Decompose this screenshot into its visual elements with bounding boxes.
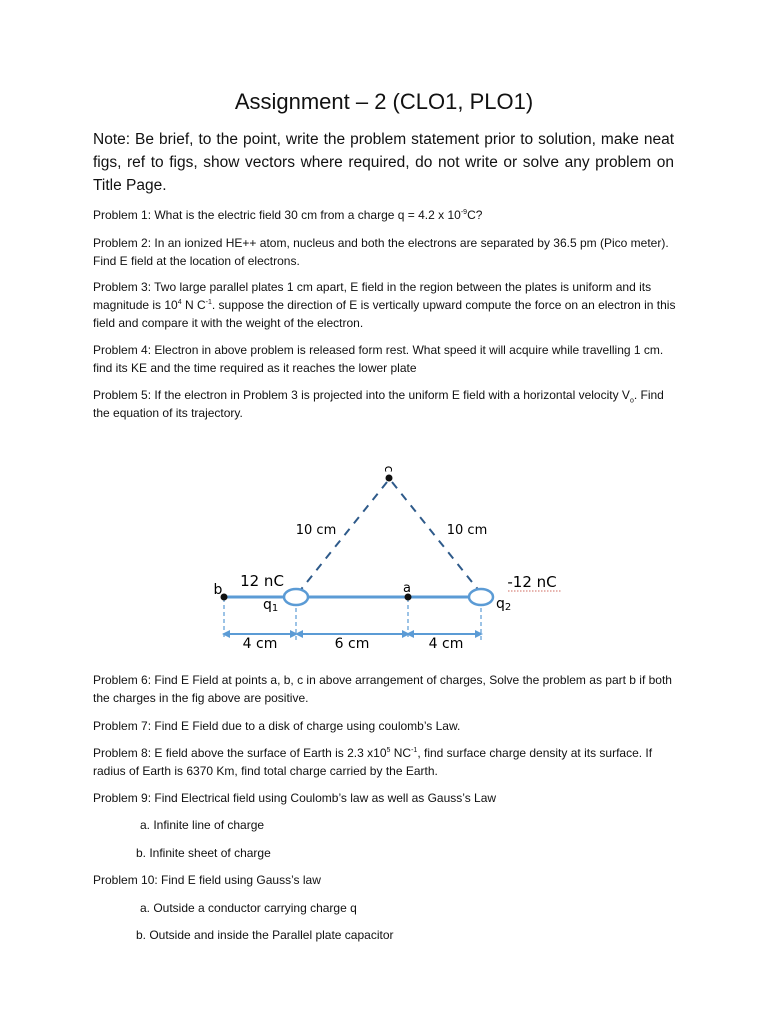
- problem-1: Problem 1: What is the electric field 30 cm from a charge q = 4.2 x $10^{-9}C$?: [93, 208, 483, 222]
- problem-10b: b. Outside and inside the Parallel plate capacitor: [136, 928, 394, 942]
- dim-middle-label: 6 cm: [334, 636, 370, 652]
- note-paragraph: Note: Be brief, to the point, write the problem statement prior to solution, make neat figs, ref to figs, show vectors where required, do not write or solve any problem on Title Page.: [93, 131, 674, 194]
- problem-10a: a. Outside a conductor carrying charge q: [140, 901, 357, 915]
- q1-charge-label: 12 nC: [240, 572, 284, 590]
- page-title: Assignment – 2 (CLO1, PLO1): [234, 89, 534, 114]
- point-c-label: c: [382, 465, 396, 473]
- charges-figure: [200, 455, 580, 665]
- problem-10: Problem 10: Find E field using Gauss’s law: [93, 873, 321, 887]
- problem-5: Problem 5: If the electron in Problem 3 is projected into the uniform E field with a horizontal velocity $V_o$. Find the equation of its trajectory.: [93, 388, 664, 420]
- point-c-dot: [386, 475, 393, 482]
- dim-left-label: 4 cm: [242, 636, 278, 652]
- problem-3: Problem 3: Two large parallel plates 1 cm apart, E field in the region between the plates is uniform and its magnitude is $10^4$ N $C^{-1}$. suppose the direction of E is vertically upward compute the force on an electron in this field and compare it with the weight of the electron.: [93, 280, 676, 330]
- point-a-label: a: [403, 581, 411, 596]
- problem-4: Problem 4: Electron in above problem is released form rest. What speed it will acquire while travelling 1 cm. find its KE and the time required as it reaches the lower plate: [93, 343, 664, 375]
- left-side-label: 10 cm: [295, 523, 337, 538]
- q2-name-label: q2: [496, 596, 512, 613]
- right-side-label: 10 cm: [446, 523, 488, 538]
- problem-6: Problem 6: Find E Field at points a, b, c in above arrangement of charges, Solve the problem as part b if both the charges in the fig above are positive.: [93, 673, 672, 705]
- dim-right-label: 4 cm: [428, 636, 464, 652]
- point-b-label: b: [213, 582, 223, 598]
- problem-7: Problem 7: Find E Field due to a disk of charge using coulomb’s Law.: [93, 719, 461, 733]
- problem-8: Problem 8: E field above the surface of Earth is 2.3 $x10^5$ $NC^{-1}$, find surface charge density at its surface. If radius of Earth is 6370 Km, find total charge carried by the Earth.: [93, 746, 653, 778]
- problem-9: Problem 9: Find Electrical field using Coulomb’s law as well as Gauss’s Law: [93, 791, 497, 805]
- q2-charge-label: -12 nC: [507, 573, 557, 591]
- charge-q2: [469, 589, 493, 605]
- problem-2: Problem 2: In an ionized HE++ atom, nucleus and both the electrons are separated by 36.5 pm (Pico meter). Find E field at the location of electrons.: [93, 236, 669, 268]
- q1-name-label: q1: [263, 597, 279, 614]
- problem-9a: a. Infinite line of charge: [140, 818, 265, 832]
- problem-9b: b. Infinite sheet of charge: [136, 846, 271, 860]
- charge-q1: [284, 589, 308, 605]
